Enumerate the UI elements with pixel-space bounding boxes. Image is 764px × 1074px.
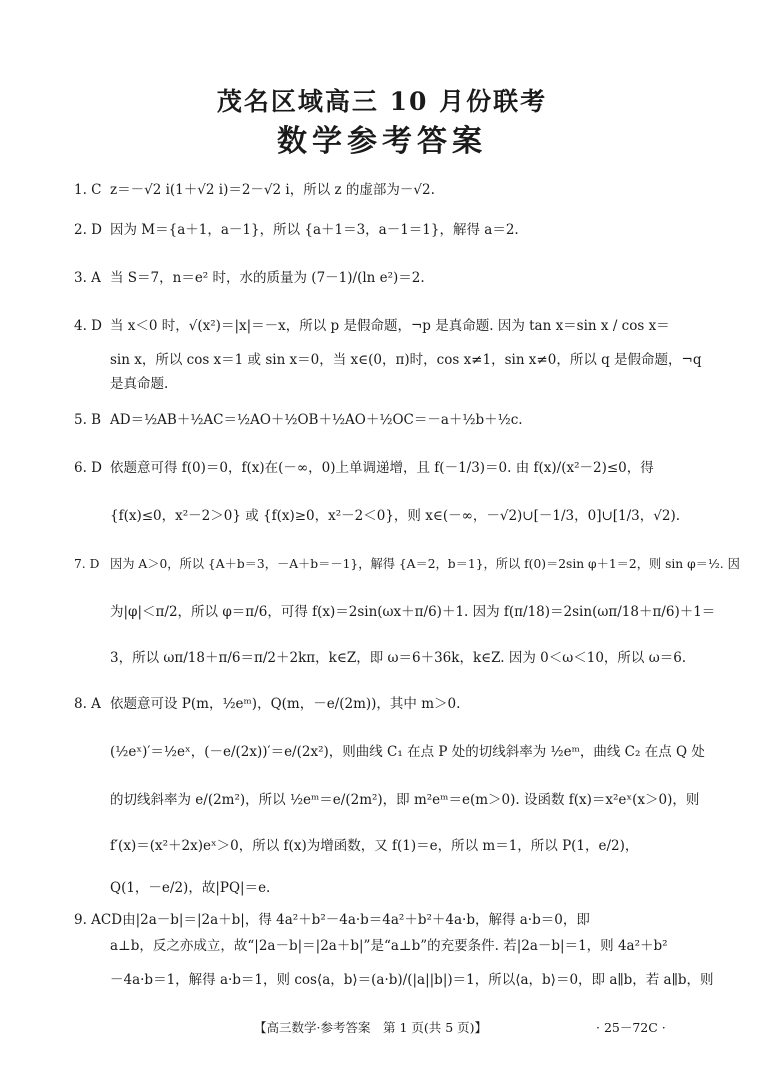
- answer-text: 因为 A＞0，所以 {A＋b＝3，－A＋b＝－1}，解得 {A＝2，b＝1}，所以 f(0)＝2sin φ＋1＝2，则 sin φ＝½. 因: [110, 557, 740, 571]
- question-number: 3. A: [74, 270, 101, 286]
- answer-text: 当 S＝7，n＝e² 时，水的质量为 (7－1)/(ln e²)＝2.: [110, 270, 425, 286]
- answer-text: (½eˣ)′＝½eˣ，(－e/(2x))′＝e/(2x²)，则曲线 C₁ 在点 P 处的切线斜率为 ½eᵐ，曲线 C₂ 在点 Q 处: [110, 744, 705, 760]
- answer-line-l6b: [74, 508, 680, 524]
- answer-line-l8b: [74, 744, 705, 760]
- answer-text: a⊥b，反之亦成立，故“|2a－b|＝|2a＋b|”是“a⊥b”的充要条件. 若|2a－b|＝1，则 4a²＋b²: [110, 938, 668, 954]
- answer-text: －4a·b＝1，解得 a·b＝1，则 cos⟨a，b⟩＝(a·b)/(|a||b|)＝1，所以⟨a，b⟩＝0，即 a∥b，若 a∥b，则: [110, 972, 714, 988]
- question-number: 4. D: [74, 318, 102, 334]
- question-number: 5. B: [74, 412, 102, 428]
- answer-line-l9c: [74, 972, 713, 988]
- answer-text: 3，所以 ωπ/18＋π/6＝π/2＋2kπ，k∈Z，即 ω＝6＋36k，k∈Z. 因为 0＜ω＜10，所以 ω＝6.: [110, 650, 687, 666]
- answer-line-l3: [74, 270, 425, 286]
- answer-text: {f(x)≤0，x²－2＞0} 或 {f(x)≥0，x²－2＜0}，则 x∈(－∞，－√2)∪[－1/3，0]∪[1/3，√2).: [110, 508, 681, 524]
- answer-text: 为|φ|＜π/2，所以 φ＝π/6，可得 f(x)＝2sin(ωx＋π/6)＋1. 因为 f(π/18)＝2sin(ωπ/18＋π/6)＋1＝: [110, 604, 716, 620]
- answer-text: z＝－√2 i(1＋√2 i)＝2－√2 i，所以 z 的虚部为－√2.: [110, 182, 435, 198]
- question-number: 6. D: [74, 460, 102, 476]
- answer-line-l6: [74, 460, 654, 476]
- answer-text: Q(1，－e/2)，故|PQ|＝e.: [110, 880, 271, 896]
- answer-line-l4c: [74, 376, 168, 392]
- answer-key-title: 数学参考答案: [277, 124, 487, 159]
- answer-text: 当 x＜0 时，√(x²)＝|x|＝－x，所以 p 是假命题，¬p 是真命题. 因为 tan x＝sin x / cos x＝: [110, 318, 670, 334]
- answer-text: 是真命题.: [110, 376, 169, 392]
- question-number: 8. A: [74, 696, 101, 712]
- answer-line-l2: [74, 222, 519, 238]
- footer-code: · 25－72C ·: [596, 1020, 666, 1035]
- answer-line-l7c: [74, 650, 686, 666]
- exam-title: 茂名区域高三 10 月份联考: [216, 87, 548, 116]
- question-number: 2. D: [74, 222, 102, 238]
- answer-line-l4b: [74, 352, 702, 368]
- answer-line-l9: [74, 912, 590, 928]
- answer-line-l7: [74, 556, 740, 572]
- answer-line-l1: [74, 182, 435, 198]
- answer-line-l8e: [74, 880, 270, 896]
- answer-line-l8: [74, 696, 460, 712]
- question-number: 9. ACD: [74, 912, 123, 928]
- answer-line-l9b: [74, 938, 668, 954]
- answer-text: f′(x)＝(x²＋2x)eˣ＞0，所以 f(x)为增函数，又 f(1)＝e，所以 m＝1，所以 P(1，e/2)，: [110, 838, 639, 854]
- answer-line-l5: [74, 412, 523, 428]
- question-number: 1. C: [74, 182, 102, 198]
- answer-line-l8c: [74, 792, 699, 808]
- answer-line-l8d: [74, 838, 638, 854]
- question-number: 7. D: [74, 557, 100, 571]
- answer-text: AD＝½AB＋½AC＝½AO＋½OB＋½AO＋½OC＝－a＋½b＋½c.: [110, 412, 523, 428]
- answer-text: 依题意可设 P(m，½eᵐ)，Q(m，－e/(2m))，其中 m＞0.: [110, 696, 461, 712]
- answer-line-l7b: [74, 604, 715, 620]
- answer-text: 的切线斜率为 e/(2m²)，所以 ½eᵐ＝e/(2m²)，即 m²eᵐ＝e(m＞0). 设函数 f(x)＝x²eˣ(x＞0)，则: [110, 792, 700, 808]
- answer-text: 由|2a－b|＝|2a＋b|，得 4a²＋b²－4a·b＝4a²＋b²＋4a·b，解得 a·b＝0，即: [122, 912, 590, 928]
- footer-page-label: 【高三数学·参考答案 第 1 页(共 5 页)】: [254, 1020, 488, 1035]
- answer-text: 因为 M＝{a＋1，a－1}，所以 {a＋1＝3，a－1＝1}，解得 a＝2.: [110, 222, 519, 238]
- answer-text: sin x，所以 cos x＝1 或 sin x＝0，当 x∈(0，π)时，cos x≠1，sin x≠0，所以 q 是假命题，¬q: [110, 352, 702, 368]
- answer-line-l4: [74, 318, 670, 334]
- answer-text: 依题意可得 f(0)＝0，f(x)在(－∞，0)上单调递增，且 f(－1/3)＝0. 由 f(x)/(x²－2)≤0，得: [110, 460, 654, 476]
